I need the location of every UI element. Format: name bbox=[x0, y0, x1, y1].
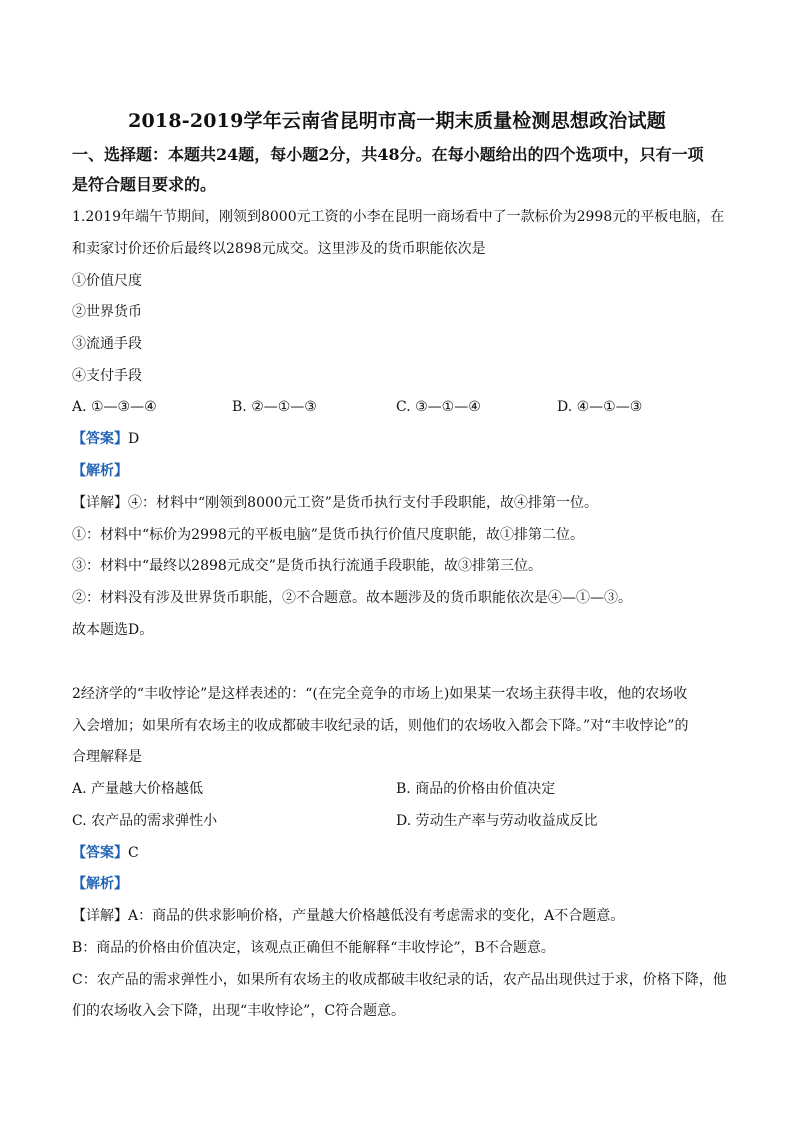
q2-stem-line-2: 入会增加；如果所有农场主的收成都破丰收纪录的话，则他们的农场收入都会下降。”对“丰收悖论”的 bbox=[72, 718, 689, 734]
q1-stem-line-1: 1.2019年端午节期间，刚领到8000元工资的小李在昆明一商场看中了一款标价为2998元的平板电脑，在 bbox=[72, 209, 725, 225]
section-heading-line-2: 是符合题目要求的。 bbox=[72, 175, 217, 194]
q2-detail-line-1 bbox=[72, 906, 732, 926]
q2-answer bbox=[72, 843, 732, 863]
answer-tag: 【答案】 bbox=[72, 845, 128, 861]
q1-item-4: ④支付手段 bbox=[72, 368, 142, 384]
q1-stem-line-2: 和卖家讨价还价后最终以2898元成交。这里涉及的货币职能依次是 bbox=[72, 241, 486, 257]
q1-detail-line-4: ②：材料没有涉及世界货币职能，②不合题意。故本题涉及的货币职能依次是④—①—③。 bbox=[72, 590, 632, 606]
q1-option-c: C. ③—①—④ bbox=[396, 399, 481, 415]
q2-option-b: B. 商品的价格由价值决定 bbox=[396, 781, 556, 797]
q1-conclusion: 故本题选D。 bbox=[72, 622, 154, 638]
q2-option-a: A. 产量越大价格越低 bbox=[72, 781, 204, 797]
detail-text: A：商品的供求影响价格，产量越大价格越低没有考虑需求的变化，A不合题意。 bbox=[128, 908, 625, 924]
section-heading-line-1: 一、选择题：本题共24题，每小题2分，共48分。在每小题给出的四个选项中，只有一项 bbox=[72, 145, 704, 164]
q1-analysis-heading bbox=[72, 461, 732, 481]
q1-item-2: ②世界货币 bbox=[72, 304, 142, 320]
answer-value: C bbox=[128, 845, 139, 861]
analysis-tag: 【解析】 bbox=[72, 463, 128, 479]
q1-detail-line-3: ③：材料中“最终以2898元成交”是货币执行流通手段职能，故③排第三位。 bbox=[72, 558, 542, 574]
q1-option-a: A. ①—③—④ bbox=[72, 399, 157, 415]
document-title: 2018-2019学年云南省昆明市高一期末质量检测思想政治试题 bbox=[128, 110, 666, 132]
q2-detail-line-2: B：商品的价格由价值决定，该观点正确但不能解释“丰收悖论”，B不合题意。 bbox=[72, 940, 555, 956]
q2-option-c: C. 农产品的需求弹性小 bbox=[72, 813, 218, 829]
answer-value: D bbox=[128, 431, 140, 447]
detail-tag: 【详解】 bbox=[72, 495, 128, 511]
detail-text: ④：材料中“刚领到8000元工资”是货币执行支付手段职能，故④排第一位。 bbox=[128, 495, 598, 511]
q2-analysis-heading bbox=[72, 874, 732, 894]
q2-option-d: D. 劳动生产率与劳动收益成反比 bbox=[396, 813, 598, 829]
q2-detail-line-4: 们的农场收入会下降，出现“丰收悖论”，C符合题意。 bbox=[72, 1003, 406, 1019]
analysis-tag: 【解析】 bbox=[72, 876, 128, 892]
q1-item-1: ①价值尺度 bbox=[72, 273, 142, 289]
answer-tag: 【答案】 bbox=[72, 431, 128, 447]
q1-option-b: B. ②—①—③ bbox=[232, 399, 317, 415]
q1-detail-line-2: ①：材料中“标价为2998元的平板电脑”是货币执行价值尺度职能，故①排第二位。 bbox=[72, 527, 584, 543]
q2-stem-line-1: 2经济学的“丰收悖论”是这样表述的：“(在完全竞争的市场上)如果某一农场主获得丰收，他的农场收 bbox=[72, 686, 688, 702]
q2-stem-line-3: 合理解释是 bbox=[72, 749, 142, 765]
q1-answer bbox=[72, 429, 732, 449]
q1-detail-line-1 bbox=[72, 493, 732, 513]
detail-tag: 【详解】 bbox=[72, 908, 128, 924]
q1-option-d: D. ④—①—③ bbox=[557, 399, 643, 415]
q2-detail-line-3: C：农产品的需求弹性小，如果所有农场主的收成都破丰收纪录的话，农产品出现供过于求，价格下降，他 bbox=[72, 972, 727, 988]
q1-item-3: ③流通手段 bbox=[72, 336, 142, 352]
